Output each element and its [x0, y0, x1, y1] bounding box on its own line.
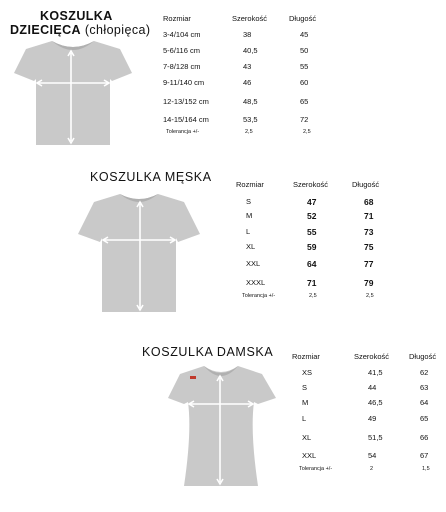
women-header-2: Długość [409, 352, 437, 361]
kids-row-0-col-2: 45 [300, 30, 309, 39]
kids-row-2-col-0: 7-8/128 cm [163, 62, 201, 71]
women-row-3-col-0: L [302, 414, 307, 423]
men-tolerance-1: 2,5 [309, 293, 317, 299]
men-tolerance-0: Tolerancja +/- [242, 293, 276, 299]
men-header-2: Długość [352, 180, 380, 189]
kids-title-line1: KOSZULKA [40, 9, 113, 23]
women-row-3-col-1: 49 [368, 414, 377, 423]
women-row-3-col-2: 65 [420, 414, 429, 423]
men-row-0-col-2: 68 [364, 197, 374, 207]
women-row-2-col-2: 64 [420, 398, 429, 407]
kids-row-5-col-2: 72 [300, 115, 309, 124]
women-row-0-col-0: XS [302, 368, 313, 377]
men-title: KOSZULKA MĘSKA [90, 170, 212, 184]
women-header-0: Rozmiar [292, 352, 320, 361]
kids-tolerance-2: 2,5 [303, 129, 311, 135]
women-row-0-col-1: 41,5 [368, 368, 383, 377]
kids-row-3-col-1: 46 [243, 78, 252, 87]
kids-header-1: Szerokość [232, 14, 268, 23]
men-row-4-col-1: 64 [307, 259, 317, 269]
women-tolerance-0: Tolerancja +/- [299, 466, 333, 472]
men-header-0: Rozmiar [236, 180, 264, 189]
women-row-4-col-2: 66 [420, 433, 429, 442]
kids-row-4-col-2: 65 [300, 97, 309, 106]
kids-row-5-col-1: 53,5 [243, 115, 258, 124]
men-row-2-col-1: 55 [307, 227, 317, 237]
kids-header-0: Rozmiar [163, 14, 191, 23]
kids-row-5-col-0: 14-15/164 cm [163, 115, 209, 124]
women-row-1-col-2: 63 [420, 383, 429, 392]
kids-title-line2 [10, 23, 150, 37]
kids-tolerance-0: Tolerancja +/- [166, 129, 200, 135]
kids-row-3-col-0: 9-11/140 cm [163, 78, 205, 87]
kids-row-4-col-1: 48,5 [243, 97, 258, 106]
women-row-1-col-1: 44 [368, 383, 377, 392]
men-row-0-col-1: 47 [307, 197, 317, 207]
kids-tolerance-1: 2,5 [245, 129, 253, 135]
men-row-1-col-0: M [246, 211, 253, 220]
women-row-2-col-1: 46,5 [368, 398, 383, 407]
men-row-2-col-0: L [246, 227, 251, 236]
kids-title-bold: DZIECIĘCA [10, 23, 81, 37]
kids-row-4-col-0: 12-13/152 cm [163, 97, 209, 106]
women-row-4-col-1: 51,5 [368, 433, 383, 442]
women-row-4-col-0: XL [302, 433, 312, 442]
men-row-1-col-2: 71 [364, 211, 374, 221]
men-row-4-col-2: 77 [364, 259, 374, 269]
kids-row-1-col-2: 50 [300, 46, 309, 55]
men-tshirt-image [74, 190, 204, 316]
kids-row-2-col-1: 43 [243, 62, 252, 71]
men-row-3-col-1: 59 [307, 242, 317, 252]
men-row-0-col-0: S [246, 197, 252, 206]
kids-row-2-col-2: 55 [300, 62, 309, 71]
women-tshirt-image [166, 362, 278, 490]
women-row-2-col-0: M [302, 398, 309, 407]
men-header-1: Szerokość [293, 180, 329, 189]
men-row-3-col-0: XL [246, 242, 256, 251]
kids-row-0-col-1: 38 [243, 30, 252, 39]
kids-tshirt-image [12, 37, 134, 149]
men-row-5-col-1: 71 [307, 278, 317, 288]
men-row-5-col-2: 79 [364, 278, 374, 288]
men-row-3-col-2: 75 [364, 242, 374, 252]
men-row-4-col-0: XXL [246, 259, 261, 268]
kids-row-3-col-2: 60 [300, 78, 309, 87]
women-tolerance-1: 2 [370, 466, 374, 472]
women-row-5-col-1: 54 [368, 451, 377, 460]
men-row-5-col-0: XXXL [246, 278, 266, 287]
kids-title-light: (chłopięca) [84, 23, 151, 37]
men-row-1-col-1: 52 [307, 211, 317, 221]
women-row-1-col-0: S [302, 383, 308, 392]
kids-row-1-col-0: 5-6/116 cm [163, 46, 200, 55]
women-title: KOSZULKA DAMSKA [142, 345, 274, 359]
women-row-5-col-0: XXL [302, 451, 317, 460]
women-row-5-col-2: 67 [420, 451, 429, 460]
men-tolerance-2: 2,5 [366, 293, 374, 299]
kids-row-0-col-0: 3-4/104 cm [163, 30, 201, 39]
kids-header-2: Długość [289, 14, 317, 23]
women-tolerance-2: 1,5 [422, 466, 430, 472]
men-row-2-col-2: 73 [364, 227, 374, 237]
kids-row-1-col-1: 40,5 [243, 46, 258, 55]
women-row-0-col-2: 62 [420, 368, 429, 377]
women-header-1: Szerokość [354, 352, 390, 361]
